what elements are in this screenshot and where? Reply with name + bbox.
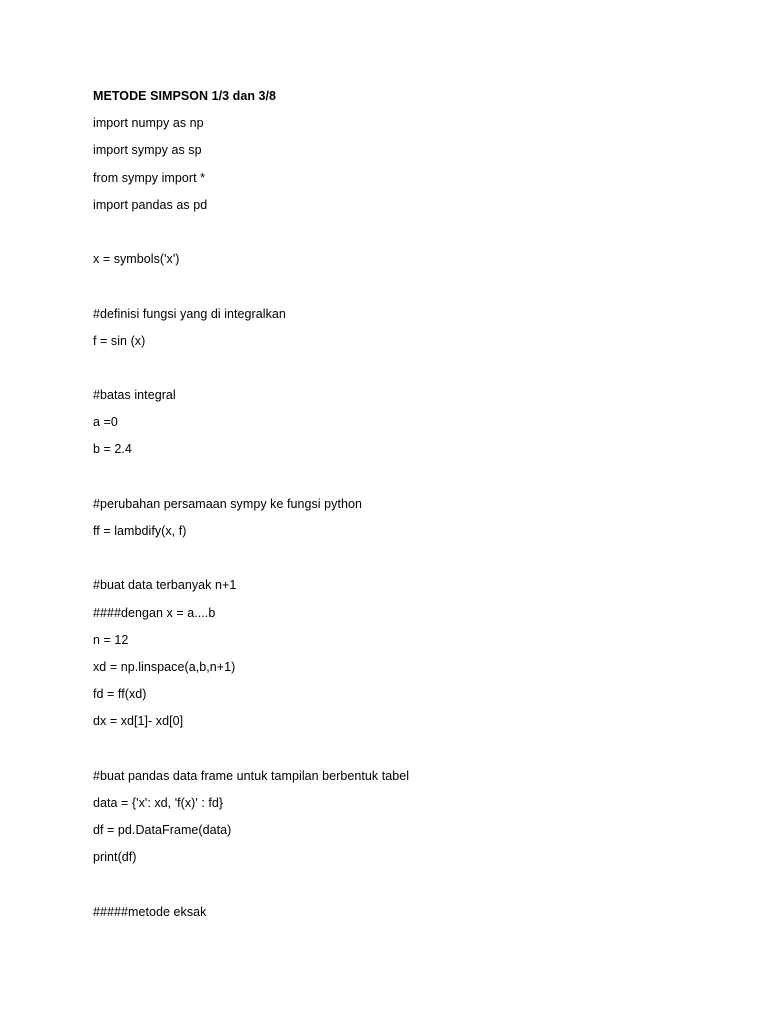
comment-line: #buat data terbanyak n+1 <box>93 578 237 593</box>
blank-line <box>93 550 713 577</box>
code-line: x = symbols('x') <box>93 252 180 267</box>
code-line: ff = lambdify(x, f) <box>93 524 187 538</box>
comment-line: #buat pandas data frame untuk tampilan berbentuk tabel <box>93 768 410 783</box>
blank-line <box>93 360 713 387</box>
code-line: print(df) <box>93 850 137 865</box>
code-line: n = 12 <box>93 632 129 647</box>
code-line: a =0 <box>93 415 118 430</box>
code-line: fd = ff(xd) <box>93 687 147 702</box>
code-line: xd = np.linspace(a,b,n+1) <box>93 659 236 674</box>
comment-line: #definisi fungsi yang di integralkan <box>93 306 286 321</box>
code-line: from sympy import * <box>93 170 206 185</box>
blank-line <box>93 278 713 305</box>
blank-line <box>93 224 713 251</box>
code-line: import pandas as pd <box>93 197 208 212</box>
code-line: import numpy as np <box>93 116 204 131</box>
code-line: b = 2.4 <box>93 442 132 457</box>
code-line: dx = xd[1]- xd[0] <box>93 714 184 729</box>
code-line: f = sin (x) <box>93 333 146 348</box>
code-line: import sympy as sp <box>93 143 202 158</box>
blank-line <box>93 469 713 496</box>
code-line: data = {'x': xd, 'f(x)' : fd} <box>93 795 224 810</box>
comment-line: #batas integral <box>93 388 176 403</box>
blank-line <box>93 741 713 768</box>
comment-line: ####dengan x = a....b <box>93 605 216 620</box>
document-title: METODE SIMPSON 1/3 dan 3/8 <box>93 89 277 103</box>
blank-line <box>93 876 713 903</box>
code-line: df = pd.DataFrame(data) <box>93 823 232 838</box>
comment-line: #####metode eksak <box>93 904 207 919</box>
code-listing <box>93 88 713 931</box>
comment-line: #perubahan persamaan sympy ke fungsi python <box>93 496 362 511</box>
